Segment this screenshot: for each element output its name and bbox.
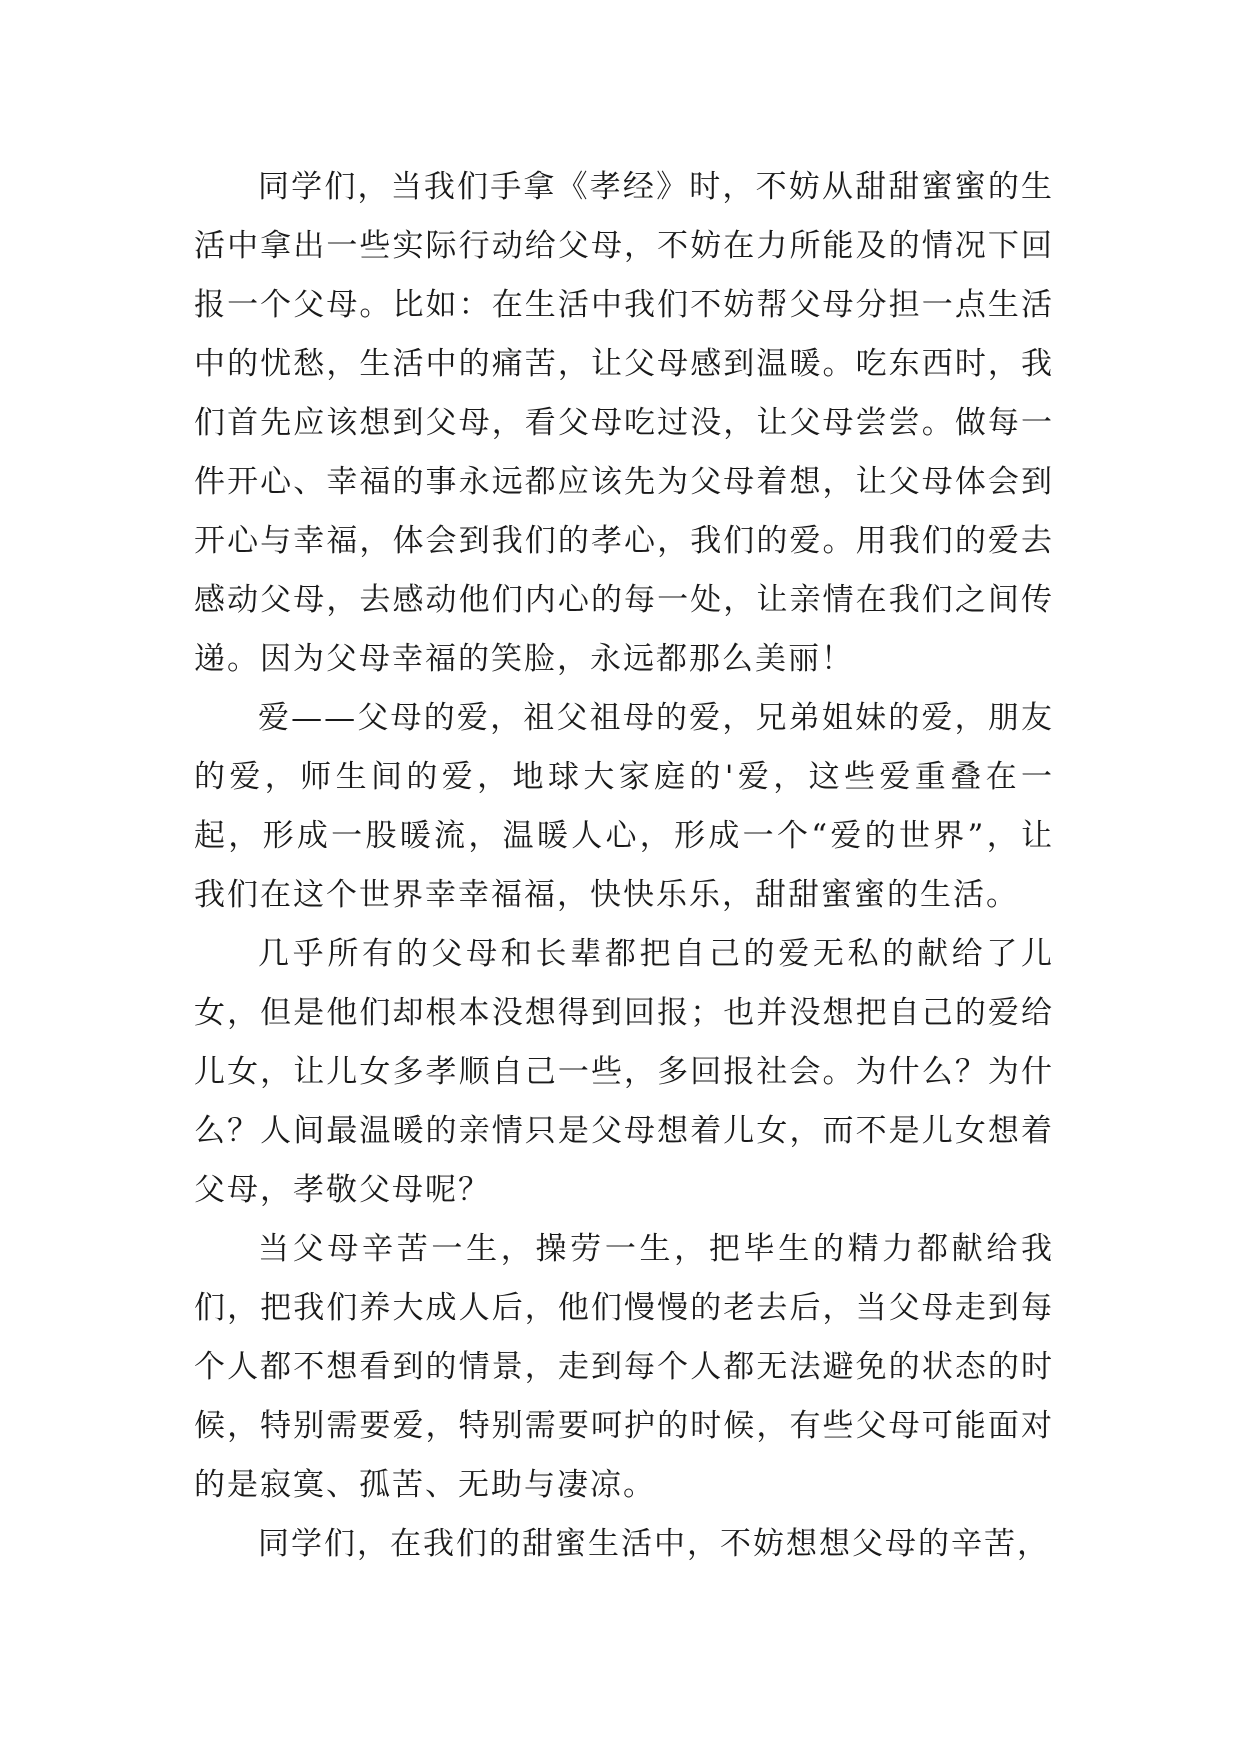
paragraph-4: 当父母辛苦一生，操劳一生，把毕生的精力都献给我们，把我们养大成人后，他们慢慢的老去后，当父母走到每个人都不想看到的情景，走到每个人都无法避免的状态的时候，特别需要爱，特别需要呵护的时候，有些父母可能面对的是寂寞、孤苦、无助与凄凉。 — [194, 1231, 1054, 1503]
paragraph-3: 几乎所有的父母和长辈都把自己的爱无私的献给了儿女，但是他们却根本没想得到回报；也并没想把自己的爱给儿女，让儿女多孝顺自己一些，多回报社会。为什么？为什么？人间最温暖的亲情只是父母想着儿女，而不是儿女想着父母，孝敬父母呢？ — [194, 936, 1054, 1208]
document-body — [194, 158, 1054, 1574]
paragraph-5: 同学们，在我们的甜蜜生活中，不妨想想父母的辛苦， — [258, 1526, 1050, 1562]
paragraph-1: 同学们，当我们手拿《孝经》时，不妨从甜甜蜜蜜的生活中拿出一些实际行动给父母，不妨在力所能及的情况下回报一个父母。比如：在生活中我们不妨帮父母分担一点生活中的忧愁，生活中的痛苦，让父母感到温暖。吃东西时，我们首先应该想到父母，看父母吃过没，让父母尝尝。做每一件开心、幸福的事永远都应该先为父母着想，让父母体会到开心与幸福，体会到我们的孝心，我们的爱。用我们的爱去感动父母，去感动他们内心的每一处，让亲情在我们之间传递。因为父母幸福的笑脸，永远都那么美丽！ — [194, 169, 1054, 677]
paragraph-2: 爱——父母的爱，祖父祖母的爱，兄弟姐妹的爱，朋友的爱，师生间的爱，地球大家庭的'爱，这些爱重叠在一起，形成一股暖流，温暖人心，形成一个“爱的世界”，让我们在这个世界幸幸福福，快快乐乐，甜甜蜜蜜的生活。 — [194, 700, 1054, 913]
